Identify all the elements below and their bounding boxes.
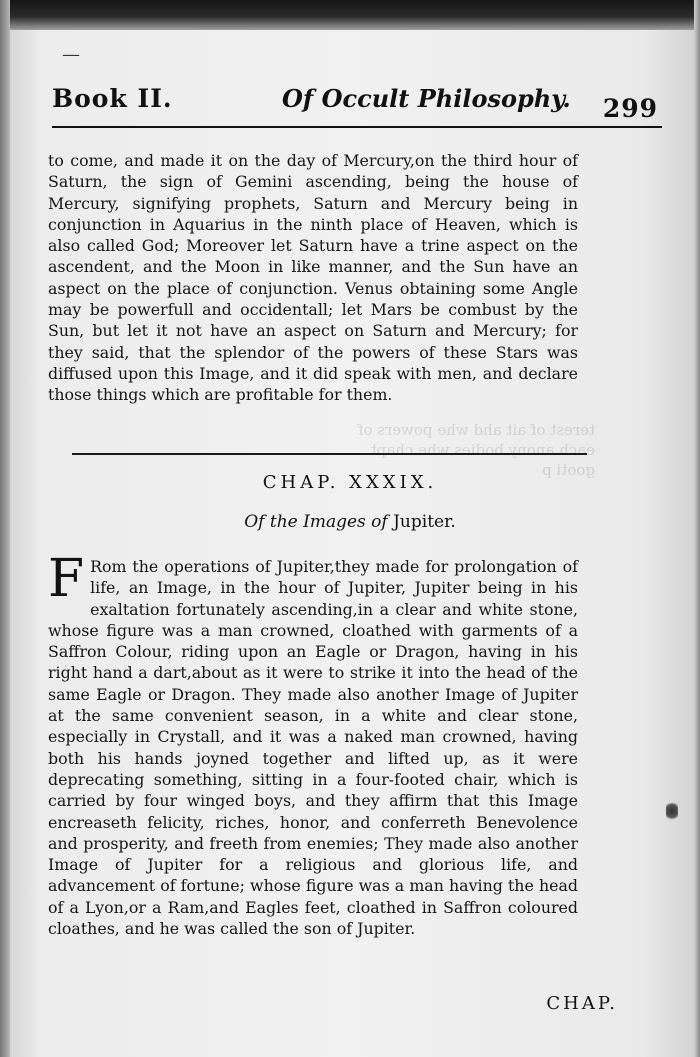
- chapter-title: CHAP. XXXIX.: [262, 472, 438, 493]
- running-title: Of Occult Philosophy.: [282, 84, 571, 113]
- scan-top-shadow: [0, 0, 700, 30]
- bleed-through-text: terest of ait ahd whe powers of each anony bodies whe chapt gooti p: [357, 421, 595, 479]
- section-divider: [72, 453, 587, 455]
- ink-smudge: [666, 800, 678, 822]
- page-number: 299: [602, 94, 658, 123]
- drop-cap: F: [48, 549, 85, 609]
- chapter-paragraph: [48, 549, 578, 939]
- chapter-subtitle-name: Jupiter.: [393, 512, 456, 532]
- chapter-subtitle: [0, 512, 700, 532]
- chapter-paragraph-text: Rom the operations of Jupiter,they made for prolongation of life, an Image, in the hour of Jupiter, Jupiter being in his exaltation fortunately ascending,in a clear and white stone, whose figure was a man crowned, cloathed with garments of a Saffron Colour, riding upon an Eagle or Dragon, having in his right hand a dart,about as it were to strike it into the head of the same Eagle or Dragon. They made also another Image of Jupiter at the same convenient season, in a white and clear stone, especially in Crystall, and it was a naked man crowned, having both his hands joyned together and lifted up, as it were deprecating something, sitting in a four-footed chair, which is carried by four winged boys, and they affirm that this Image encreaseth felicity, riches, honor, and conferreth Benevolence and prosperity, and freeth from enemies; They made also another Image of Jupiter for a religious and glorious life, and advancement of fortune; whose figure was a man having the head of a Lyon,or a Ram,and Eagles feet, cloathed in Saffron coloured cloathes, and he was called the son of Jupiter.: [48, 557, 578, 939]
- running-header: [52, 80, 662, 128]
- paragraph-continued: to come, and made it on the day of Mercury,on the third hour of Saturn, the sign of Gemini ascending, being the house of Mercury, signifying prophets, Saturn and Mercury being in conjunction in Aquarius in the ninth place of Heaven, which is also called God; Moreover let Saturn have a trine aspect on the ascendent, and the Moon in like manner, and the Sun have an aspect on the place of conjunction. Venus obtaining some Angle may be powerfull and occidentall; let Mars be combust by the Sun, but let it not have an aspect on Saturn and Mercury; for they said, that the splendor of the powers of these Stars was diffused upon this Image, and it did speak with men, and declare those things which are profitable for them.: [48, 151, 578, 405]
- catchword: CHAP.: [546, 993, 618, 1014]
- chapter-subtitle-prefix: Of the Images of: [244, 512, 388, 532]
- header-tick-mark: —: [62, 44, 78, 65]
- book-label: Book II.: [52, 84, 173, 113]
